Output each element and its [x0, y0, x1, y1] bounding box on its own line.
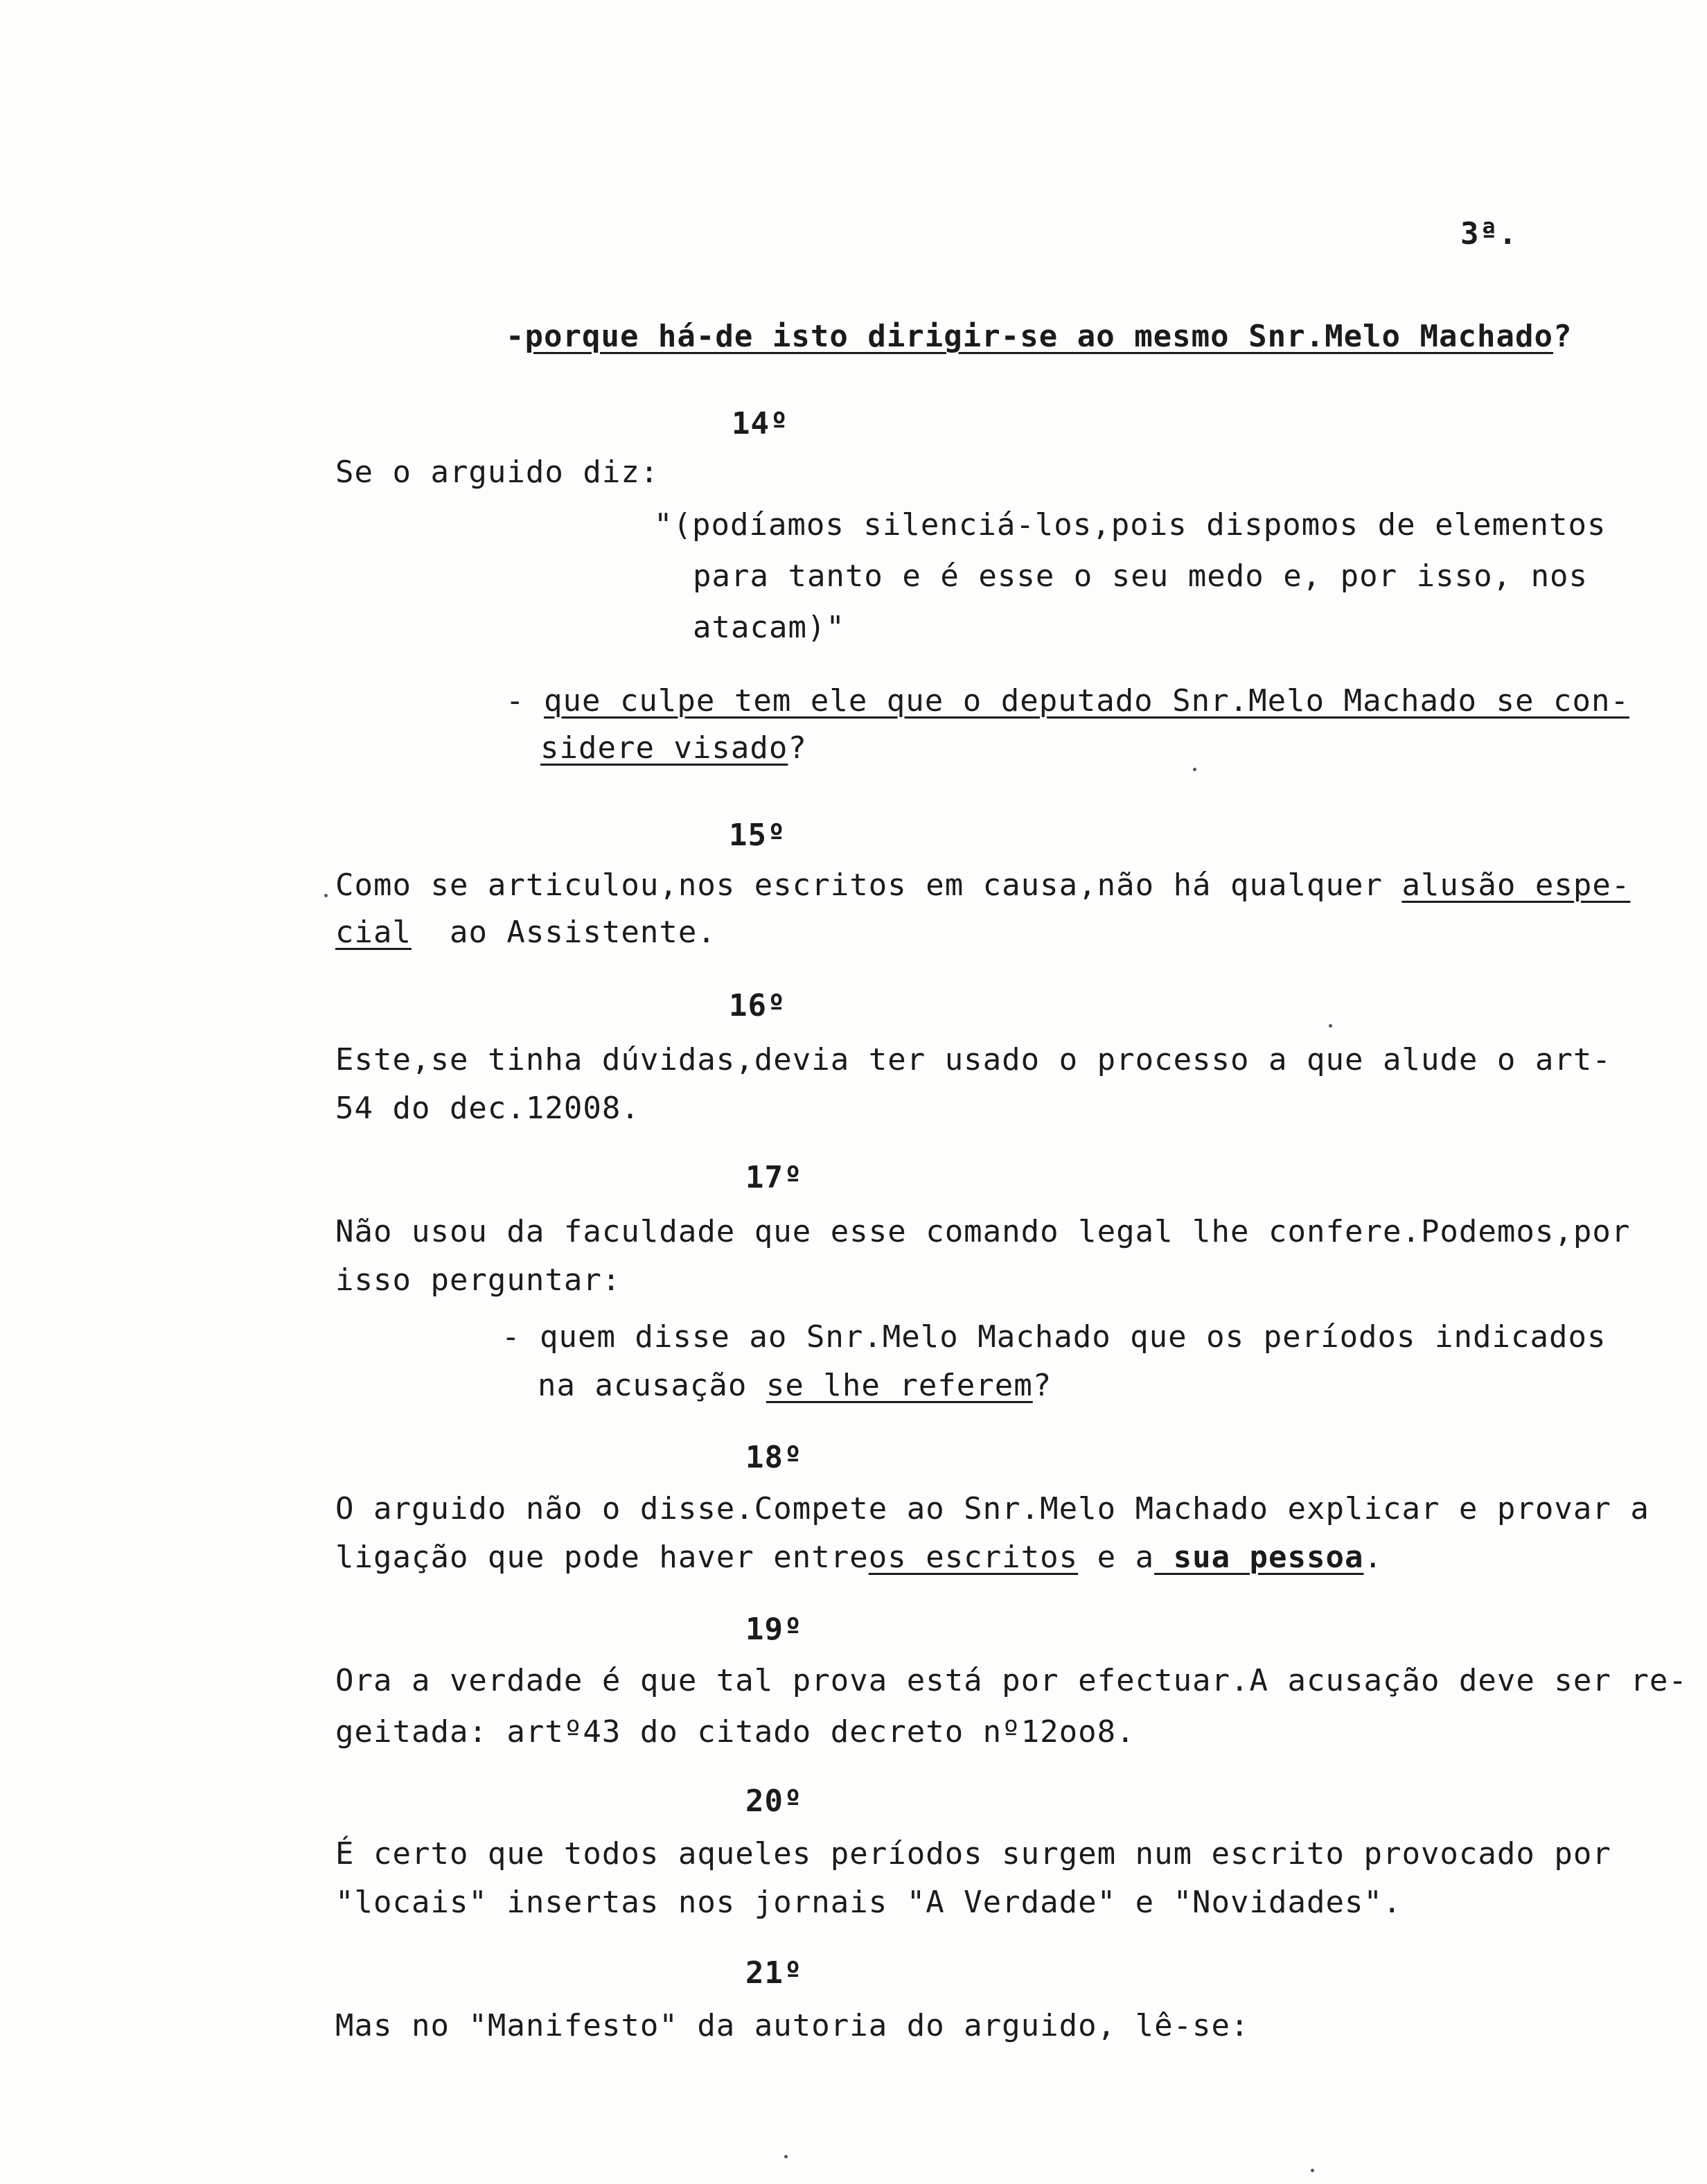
- quote-line-3: atacam)": [693, 610, 845, 645]
- paragraph-17-question-line-2: [538, 1366, 1052, 1405]
- underlined-text: sidere visado: [540, 730, 788, 766]
- text: na acusação: [538, 1368, 766, 1403]
- text: .: [1363, 1540, 1383, 1575]
- paragraph-14-text: Se o arguido diz:: [335, 455, 660, 490]
- paragraph-21-line-1: Mas no "Manifesto" da autoria do arguido, lê-se:: [335, 2008, 1250, 2043]
- paragraph-16-line-1: Este,se tinha dúvidas,devia ter usado o processo a que alude o art-: [335, 1042, 1611, 1077]
- page-number: 3ª.: [1460, 216, 1518, 252]
- paragraph-19-line-2: geitada: artº43 do citado decreto nº12oo8.: [335, 1714, 1135, 1750]
- quote-line-1: "(podíamos silenciá-los,pois dispomos de elementos: [654, 507, 1607, 543]
- paragraph-20-line-2: "locais" insertas nos jornais "A Verdade" e "Novidades".: [335, 1885, 1402, 1920]
- underlined-text: cial: [335, 915, 412, 950]
- paper-speck: [324, 894, 328, 897]
- paper-speck: [1193, 768, 1196, 771]
- paragraph-14-question-line-1: [506, 682, 1629, 721]
- paper-speck: [784, 2155, 788, 2158]
- underlined-text: porque há-de isto dirigir-se ao mesmo Snr.Melo Machado: [524, 319, 1553, 354]
- paragraph-15-line-2: [335, 913, 716, 952]
- paragraph-19-line-1: Ora a verdade é que tal prova está por efectuar.A acusação deve ser re-: [335, 1663, 1688, 1698]
- paragraph-number-18: 18º: [745, 1440, 803, 1475]
- paragraph-number-15: 15º: [729, 818, 786, 853]
- underlined-text: alusão espe-: [1401, 868, 1631, 903]
- dash: -: [506, 319, 525, 354]
- paper-speck: [1329, 1024, 1332, 1028]
- paragraph-17-question-line-1: - quem disse ao Snr.Melo Machado que os períodos indicados: [502, 1319, 1607, 1355]
- question-mark: ?: [1553, 319, 1573, 354]
- quote-line-2: para tanto e é esse o seu medo e, por isso, nos: [693, 558, 1589, 594]
- paper-speck: [1311, 2169, 1314, 2172]
- text: Como se articulou,nos escritos em causa,não há qualquer: [335, 868, 1402, 903]
- paragraph-number-17: 17º: [745, 1160, 803, 1195]
- text: e a: [1078, 1540, 1155, 1575]
- paragraph-number-19: 19º: [745, 1612, 803, 1647]
- underlined-text: que culpe tem ele que o deputado Snr.Melo Machado se con-: [543, 683, 1629, 719]
- paragraph-number-14: 14º: [732, 406, 789, 441]
- paragraph-20-line-1: É certo que todos aqueles períodos surgem num escrito provocado por: [335, 1836, 1611, 1872]
- paragraph-14-question-line-2: [540, 729, 807, 768]
- paragraph-18-line-1: O arguido não o disse.Compete ao Snr.Melo Machado explicar e provar a: [335, 1491, 1649, 1526]
- question-mark: ?: [1032, 1368, 1052, 1403]
- underlined-text: sua pessoa: [1154, 1540, 1364, 1575]
- text: ao Assistente.: [411, 915, 716, 950]
- paragraph-number-16: 16º: [729, 988, 786, 1023]
- paragraph-15-line-1: [335, 866, 1630, 905]
- paragraph-number-21: 21º: [745, 1955, 803, 1991]
- text: ligação que pode haver entre: [335, 1540, 869, 1575]
- question-mark: ?: [788, 730, 807, 766]
- paragraph-13-question: [506, 317, 1572, 356]
- paragraph-16-line-2: 54 do dec.12008.: [335, 1091, 640, 1126]
- paragraph-17-line-2: isso perguntar:: [335, 1262, 621, 1298]
- underlined-text: se lhe referem: [766, 1368, 1033, 1403]
- paragraph-number-20: 20º: [745, 1784, 803, 1819]
- paragraph-17-line-1: Não usou da faculdade que esse comando legal lhe confere.Podemos,por: [335, 1214, 1631, 1249]
- dash: -: [506, 683, 544, 719]
- paragraph-18-line-2: [335, 1538, 1383, 1577]
- underlined-text: os escritos: [868, 1540, 1079, 1575]
